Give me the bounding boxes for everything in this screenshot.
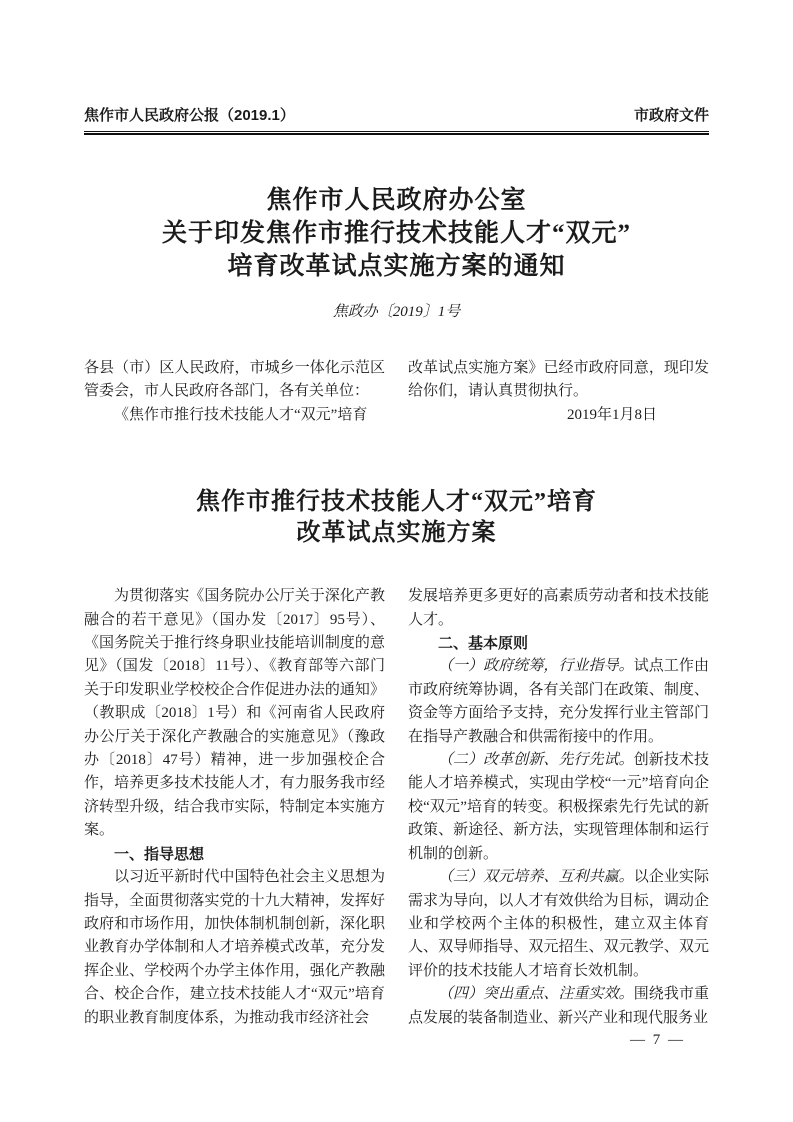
plan-title [84,487,709,549]
section-heading-1: 一、指导思想 [114,845,205,863]
subsection-lead: （二）改革创新、先行先试。 [438,752,634,769]
plan-paragraph: 以习近平新时代中国特色社会主义思想为指导，全面贯彻落实党的十九大精神，发挥好政府和市场作用，加快体制机制创新，深化职业教育办学体制和人才培养模式改革，充分发挥企业、学校两个办学主体作用，强化产教融合、校企合作，建立技术技能人才“双元”培育的职业教育制度体系，为推动我市经济社会 [84,869,385,1026]
notice-date: 2019年1月8日 [566,406,657,423]
notice-paragraph: 《焦作市推行技术技能人才“双元”培育 [114,406,368,423]
subsection-lead: （三）双元培养、互利共赢。 [438,869,634,886]
document-category: 市政府文件 [633,107,709,124]
plan-title-line: 改革试点实施方案 [296,520,497,547]
plan-paragraph [408,655,709,749]
notice-body [84,357,709,427]
plan-title-line: 焦作市推行技术技能人才“双元”培育 [196,489,597,516]
subsection-lead: （四）突出重点、注重实效。 [438,986,634,1003]
plan-body [84,585,709,1030]
subsection-text: 围绕我市重点发展的装备制造业、新兴产业和现代服务业 [408,986,709,1026]
page-content [84,0,709,1049]
page-header [84,0,709,126]
subsection-text: 创新技术技能人才培养模式，实现由学校“一元”培育向企校“双元”培育的转变。积极探索先行先试的新政策、新途径、新方法，实现管理体制和运行机制的创新。 [408,752,709,862]
notice-title-line: 焦作市人民政府办公室 [266,187,527,214]
plan-paragraph [408,749,709,866]
plan-right-column [408,585,709,1030]
subsection-text: 以企业实际需求为导向，以人才有效供给为目标，调动企业和学校两个主体的积极性，建立双主体育人、双导师指导、双元招生、双元教学、双元评价的技术技能人才培育长效机制。 [408,869,709,979]
notice-paragraph: 改革试点实施方案》已经市政府同意，现印发给你们，请认真贯彻执行。 [408,360,709,400]
gazette-title: 焦作市人民政府公报（2019.1） [84,107,295,124]
section-heading-2: 二、基本原则 [438,635,529,653]
doc-number: 焦政办〔2019〕1号 [332,304,461,320]
notice-title [84,184,709,283]
plan-paragraph-continuation: 发展培养更多更好的高素质劳动者和技术技能人才。 [408,588,709,628]
notice-title-line: 关于印发焦作市推行技术技能人才“双元” [161,220,631,247]
plan-left-column [84,585,385,1030]
plan-paragraph [408,866,709,983]
plan-paragraph: 为贯彻落实《国务院办公厅关于深化产教融合的若干意见》（国办发〔2017〕95号）、《国务院关于推行终身职业技能培训制度的意见》（国发〔2018〕11号）、《教育部等六部门关于印发职业学校校企合作促进办法的通知》（教职成〔2018〕1号）和《河南省人民政府办公厅关于深化产教融合的实施意见》（豫政办〔2018〕47号）精神，进一步加强校企合作，培养更多技术技能人才，有力服务我市经济转型升级，结合我市实际，特制定本实施方案。 [84,588,385,839]
notice-title-line: 培育改革试点实施方案的通知 [227,253,566,280]
page-number: — 7 — [630,1031,685,1048]
plan-paragraph [408,983,709,1030]
notice-right-column [408,357,709,427]
notice-salutation: 各县（市）区人民政府，市城乡一体化示范区管委会，市人民政府各部门，各有关单位： [84,360,385,400]
subsection-text: 试点工作由市政府统筹协调，各有关部门在政策、制度、资金等方面给予支持，充分发挥行业主管部门在指导产教融合和供需衔接中的作用。 [408,658,709,745]
subsection-lead: （一）政府统筹，行业指导。 [438,658,634,675]
header-divider [84,131,709,135]
notice-left-column [84,357,385,427]
